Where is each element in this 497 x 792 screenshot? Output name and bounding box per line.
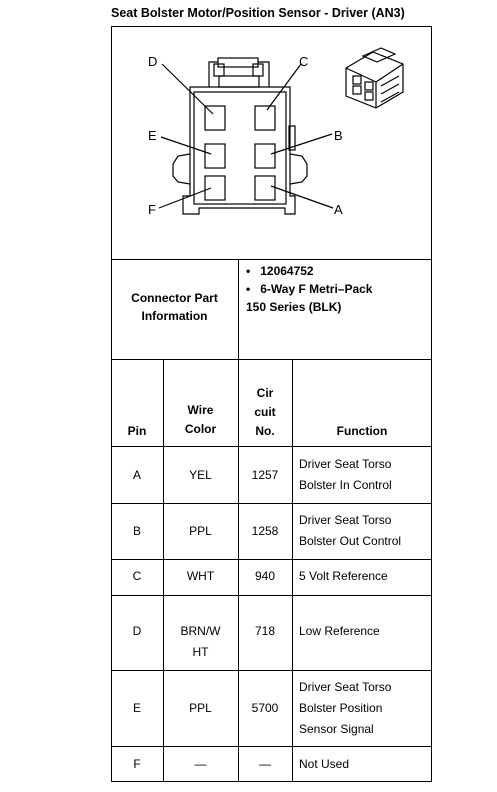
row-b-color: PPL — [189, 524, 212, 538]
bullet: • — [246, 264, 251, 278]
row-b-function — [299, 510, 429, 552]
divider — [111, 746, 432, 747]
divider — [111, 595, 432, 596]
pin-label-f: F — [148, 202, 156, 217]
connector-thumbnail — [346, 48, 403, 108]
row-d-color — [163, 621, 238, 663]
row-b-pin: B — [132, 524, 141, 538]
cavity-a — [255, 176, 275, 200]
row-c-color: WHT — [186, 569, 215, 583]
function-line: Bolster Position — [299, 701, 383, 715]
part-number-line — [246, 262, 426, 280]
row-e-function — [299, 677, 429, 740]
row-c-circuit: 940 — [254, 569, 276, 583]
row-a-pin: A — [132, 468, 141, 482]
header-line: Wire — [187, 403, 214, 417]
function-line: Bolster In Control — [299, 478, 392, 492]
row-f-function: Not Used — [299, 757, 350, 771]
row-a-function — [299, 454, 429, 496]
connector-info-label-line: Information — [141, 309, 208, 323]
connector-info-label-line: Connector Part — [131, 291, 218, 305]
row-d-function: Low Reference — [299, 624, 380, 638]
function-line: Bolster Out Control — [299, 534, 402, 548]
connector-description-line2: 150 Series (BLK) — [246, 300, 342, 314]
divider — [111, 670, 432, 671]
row-f-circuit: — — [259, 757, 271, 771]
row-f-pin: F — [133, 757, 141, 771]
divider — [111, 359, 432, 360]
divider — [111, 559, 432, 560]
row-c-function: 5 Volt Reference — [299, 569, 388, 583]
row-f-color: — — [194, 757, 207, 771]
divider — [111, 259, 432, 260]
row-c-pin: C — [132, 569, 142, 583]
cavity-c — [255, 106, 275, 130]
function-line: Driver Seat Torso — [299, 513, 392, 527]
pin-label-e: E — [148, 128, 157, 143]
row-d-pin: D — [132, 624, 142, 638]
row-e-pin: E — [132, 701, 141, 715]
header-circuit — [238, 384, 292, 441]
bullet: • — [246, 282, 251, 296]
header-line: cuit — [254, 405, 276, 419]
pin-label-d: D — [148, 54, 158, 69]
header-wire-color — [163, 401, 238, 439]
cavity-f — [205, 176, 225, 200]
color-line: BRN/W — [180, 624, 221, 638]
header-line: No. — [255, 424, 275, 438]
pin-label-b: B — [334, 128, 343, 143]
cavity-e — [205, 144, 225, 168]
divider — [111, 503, 432, 504]
header-function: Function — [336, 424, 388, 438]
function-line: Driver Seat Torso — [299, 457, 392, 471]
row-a-color: YEL — [189, 468, 212, 482]
pin-label-a: A — [334, 202, 343, 217]
row-d-circuit: 718 — [254, 624, 276, 638]
connector-info-value — [246, 262, 426, 316]
header-line: Color — [184, 422, 217, 436]
connector-info-label — [111, 289, 238, 325]
description-line — [246, 280, 426, 298]
row-a-circuit: 1257 — [251, 468, 279, 482]
divider — [111, 446, 432, 447]
function-line: Driver Seat Torso — [299, 680, 392, 694]
row-b-circuit: 1258 — [251, 524, 279, 538]
part-number: 12064752 — [260, 264, 314, 278]
color-line: HT — [192, 645, 209, 659]
page-title: Seat Bolster Motor/Position Sensor - Driver (AN3) — [111, 6, 405, 20]
header-line: Cir — [256, 386, 274, 400]
pin-label-c: C — [299, 54, 309, 69]
header-pin: Pin — [127, 424, 147, 438]
row-e-color: PPL — [189, 701, 212, 715]
function-line: Sensor Signal — [299, 722, 374, 736]
connector-diagram — [111, 26, 432, 259]
cavity-b — [255, 144, 275, 168]
row-e-circuit: 5700 — [251, 701, 279, 715]
connector-description: 6-Way F Metri–Pack — [260, 282, 373, 296]
